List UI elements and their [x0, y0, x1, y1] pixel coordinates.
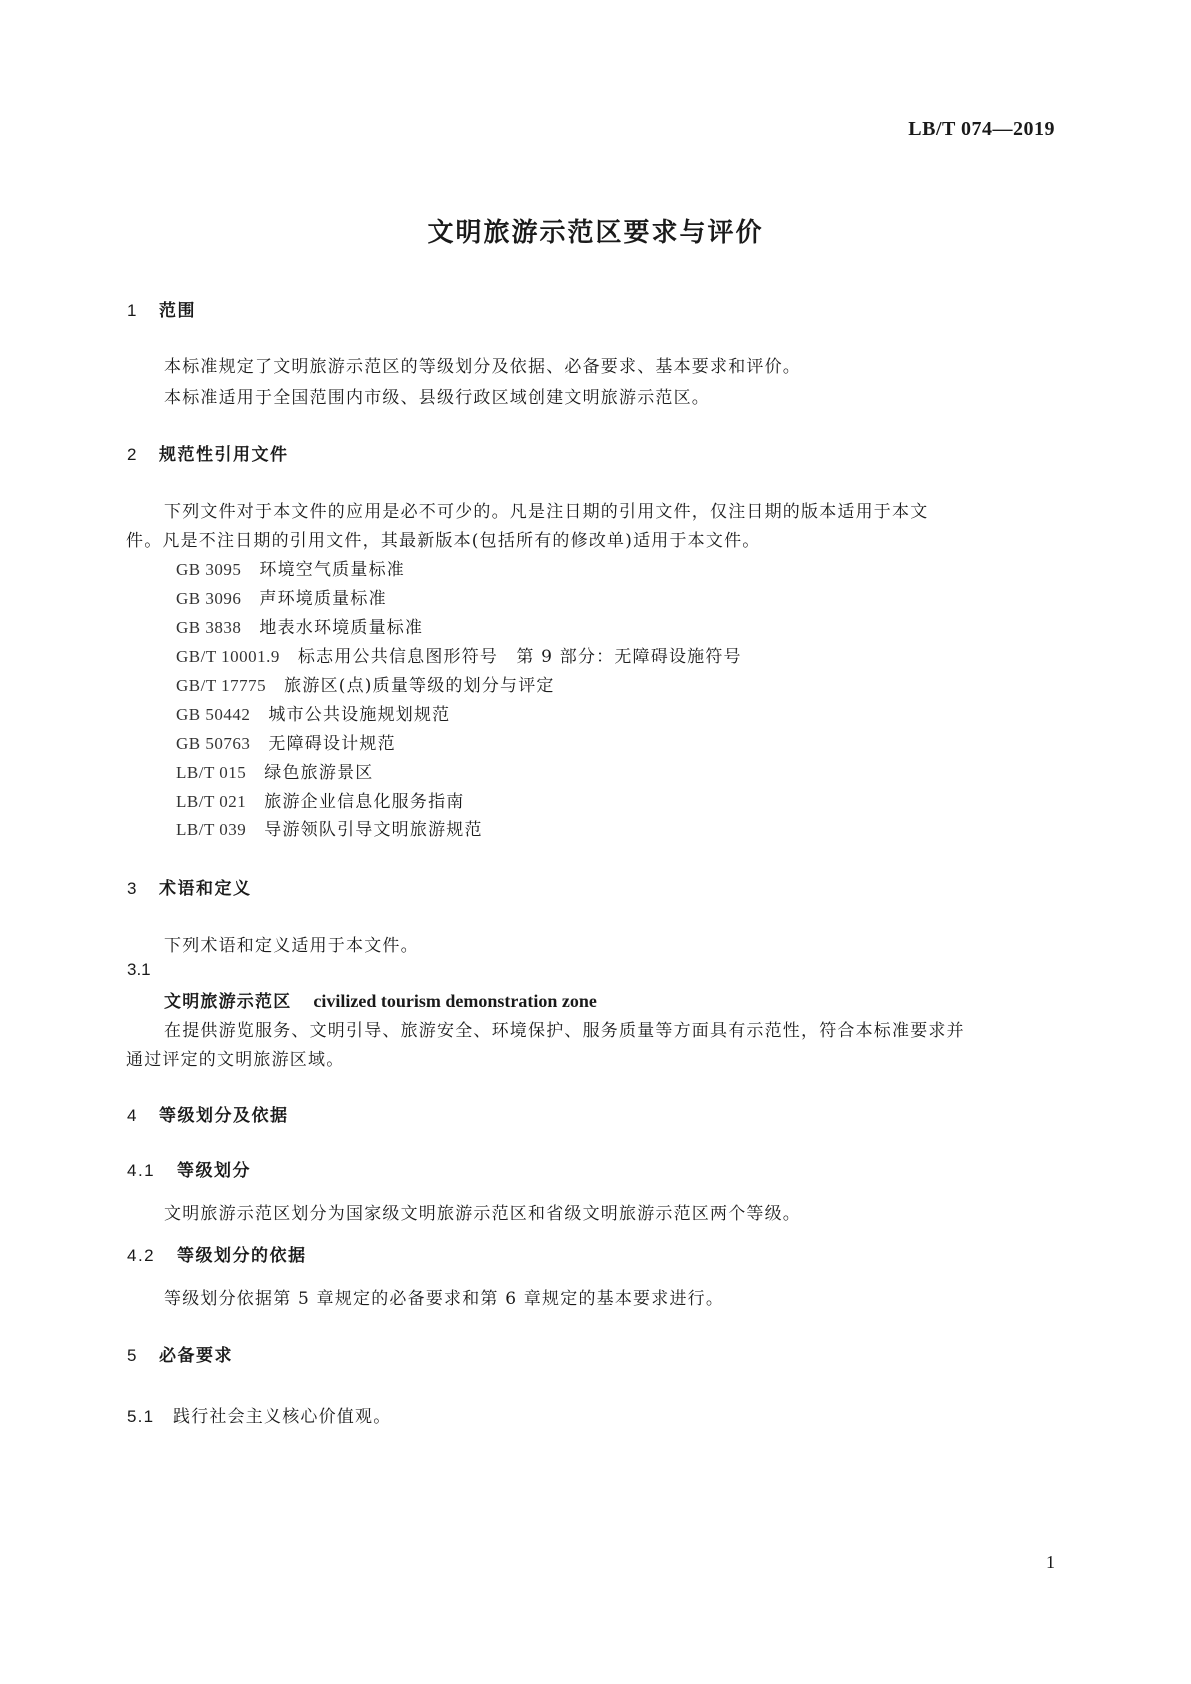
reference-title: 标志用公共信息图形符号 第 9 部分：无障碍设施符号 [297, 647, 742, 667]
term-english: civilized tourism demonstration zone [313, 991, 597, 1011]
reference-code: GB 3095 [176, 560, 242, 579]
reference-item [176, 787, 464, 812]
paragraph: 下列文件对于本文件的应用是必不可少的。凡是注日期的引用文件，仅注日期的版本适用于本文 [164, 502, 929, 522]
paragraph: 等级划分依据第 5 章规定的必备要求和第 6 章规定的基本要求进行。 [164, 1289, 725, 1309]
reference-code: GB 3838 [176, 618, 242, 637]
subsection-number: 4.2 [127, 1246, 156, 1265]
reference-item [176, 700, 450, 725]
clause-5-1 [127, 1402, 391, 1427]
section-4-heading [127, 1101, 289, 1126]
term-entry [164, 987, 597, 1012]
section-title: 规范性引用文件 [159, 445, 289, 465]
reference-title: 旅游企业信息化服务指南 [264, 792, 465, 812]
reference-title: 旅游区(点)质量等级的划分与评定 [284, 676, 555, 696]
reference-title: 无障碍设计规范 [268, 734, 396, 754]
reference-code: LB/T 021 [176, 792, 247, 811]
reference-code: LB/T 015 [176, 763, 247, 782]
reference-item [176, 555, 405, 580]
reference-item [176, 584, 387, 609]
page-number: 1 [1046, 1552, 1055, 1572]
reference-item [176, 671, 555, 696]
reference-item [176, 642, 742, 667]
standard-code: LB/T 074—2019 [908, 118, 1055, 140]
section-1-heading [127, 296, 196, 321]
reference-item [176, 613, 423, 638]
paragraph: 本标准规定了文明旅游示范区的等级划分及依据、必备要求、基本要求和评价。 [164, 357, 801, 377]
reference-title: 绿色旅游景区 [264, 763, 374, 783]
section-title: 必备要求 [159, 1346, 233, 1366]
reference-item [176, 815, 483, 840]
reference-code: GB/T 17775 [176, 676, 267, 695]
paragraph-continuation: 件。凡是不注日期的引用文件，其最新版本(包括所有的修改单)适用于本文件。 [126, 531, 761, 551]
section-title: 术语和定义 [159, 879, 252, 899]
reference-title: 环境空气质量标准 [259, 560, 405, 580]
section-number: 3 [127, 879, 138, 898]
subsection-4-1-heading [127, 1156, 251, 1181]
reference-code: GB 3096 [176, 589, 242, 608]
reference-title: 声环境质量标准 [259, 589, 387, 609]
clause-number: 5.1 [127, 1407, 155, 1426]
section-2-heading [127, 440, 289, 465]
reference-code: LB/T 039 [176, 820, 247, 839]
section-number: 1 [127, 301, 138, 320]
paragraph: 本标准适用于全国范围内市级、县级行政区域创建文明旅游示范区。 [164, 388, 710, 408]
section-5-heading [127, 1341, 233, 1366]
section-number: 2 [127, 445, 138, 464]
section-title: 等级划分及依据 [159, 1106, 289, 1126]
subsection-title: 等级划分的依据 [177, 1246, 307, 1266]
subsection-number: 4.1 [127, 1161, 156, 1180]
term-definition-continuation: 通过评定的文明旅游区域。 [126, 1050, 345, 1070]
reference-code: GB 50442 [176, 705, 251, 724]
reference-title: 导游领队引导文明旅游规范 [264, 820, 483, 840]
subsection-4-2-heading [127, 1241, 307, 1266]
subsection-title: 等级划分 [177, 1161, 251, 1181]
paragraph: 文明旅游示范区划分为国家级文明旅游示范区和省级文明旅游示范区两个等级。 [164, 1204, 801, 1224]
section-number: 5 [127, 1346, 138, 1365]
reference-item [176, 729, 396, 754]
section-3-heading [127, 874, 252, 899]
term-chinese: 文明旅游示范区 [164, 992, 292, 1012]
paragraph: 下列术语和定义适用于本文件。 [164, 936, 419, 956]
reference-code: GB/T 10001.9 [176, 647, 280, 666]
term-number: 3.1 [127, 960, 151, 979]
document-title: 文明旅游示范区要求与评价 [427, 218, 764, 248]
section-title: 范围 [159, 301, 196, 321]
term-definition: 在提供游览服务、文明引导、旅游安全、环境保护、服务质量等方面具有示范性，符合本标准要求并 [164, 1021, 965, 1041]
reference-item [176, 758, 373, 783]
reference-title: 城市公共设施规划规范 [268, 705, 451, 725]
reference-title: 地表水环境质量标准 [259, 618, 424, 638]
reference-code: GB 50763 [176, 734, 251, 753]
clause-text: 践行社会主义核心价值观。 [173, 1407, 392, 1427]
section-number: 4 [127, 1106, 138, 1125]
